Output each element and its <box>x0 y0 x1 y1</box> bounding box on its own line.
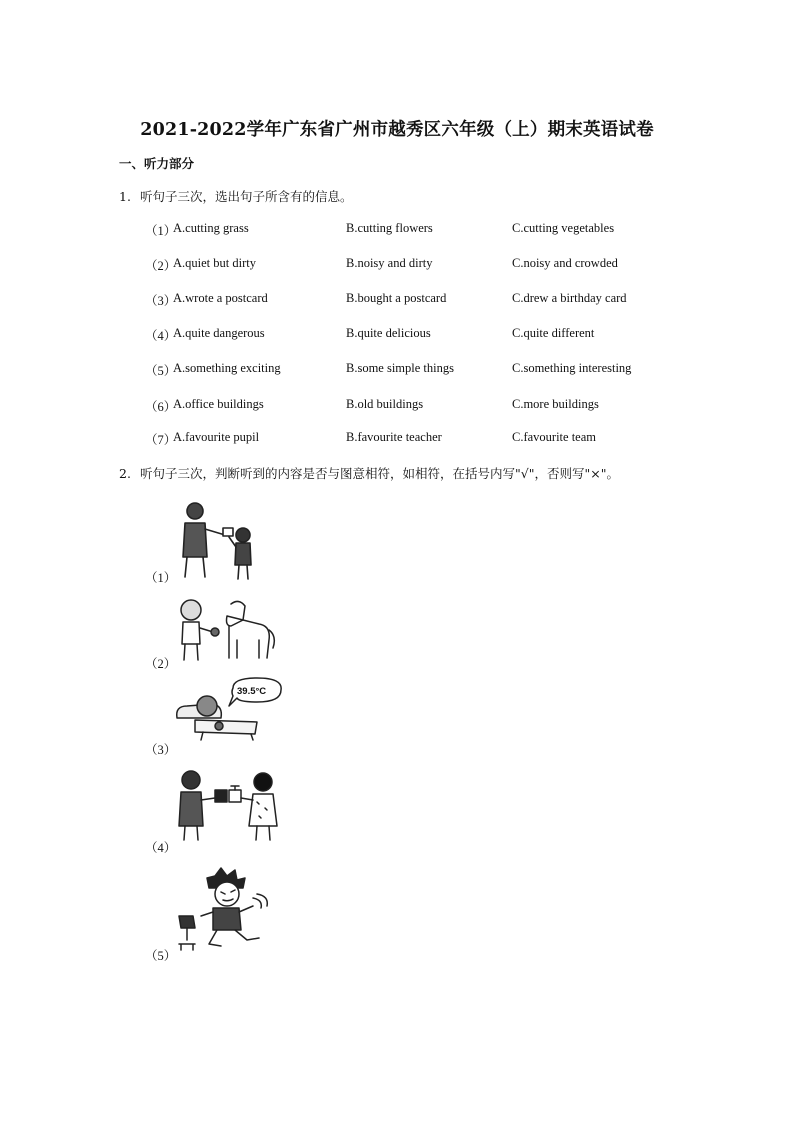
option-c: C.favourite team <box>512 430 596 444</box>
section-heading-listening: 一、听力部分 <box>119 156 195 171</box>
option-c: C.cutting vegetables <box>512 221 615 235</box>
picture-boy-hurt-icon <box>173 866 285 958</box>
question-2-stem <box>119 464 619 482</box>
option-b: B.favourite teacher <box>346 430 442 444</box>
option-row-5 <box>145 361 705 381</box>
item-number: （3） <box>145 743 177 757</box>
option-row-1 <box>145 221 705 241</box>
option-b: B.bought a postcard <box>346 291 447 305</box>
item-number: （4） <box>145 841 177 855</box>
option-row-7 <box>145 430 705 450</box>
option-a: A.quiet but dirty <box>173 256 256 270</box>
option-b: B.noisy and dirty <box>346 256 433 270</box>
option-a: A.office buildings <box>173 397 264 411</box>
item-number: （5） <box>145 364 177 378</box>
picture-gift-exchange-icon <box>173 768 285 844</box>
option-a: A.something exciting <box>173 361 281 375</box>
item-number: （2） <box>145 259 177 273</box>
item-number: （6） <box>145 400 177 414</box>
option-a: A.wrote a postcard <box>173 291 268 305</box>
option-a: A.favourite pupil <box>173 430 260 444</box>
option-row-4 <box>145 326 705 346</box>
picture-sick-child-icon <box>173 676 285 744</box>
fever-temperature-label: 39.5°C <box>237 686 267 697</box>
item-number: （1） <box>145 571 177 585</box>
item-number: （1） <box>145 224 177 238</box>
option-c: C.more buildings <box>512 397 599 411</box>
item-number: （2） <box>145 657 177 671</box>
option-b: B.some simple things <box>346 361 454 375</box>
picture-child-horse-icon <box>173 596 278 668</box>
question-number: 1. <box>119 189 131 204</box>
option-a: A.quite dangerous <box>173 326 265 340</box>
option-row-6 <box>145 397 705 417</box>
option-row-3 <box>145 291 705 311</box>
item-number: （7） <box>145 433 177 447</box>
option-b: B.quite delicious <box>346 326 431 340</box>
item-number: （3） <box>145 294 177 308</box>
question-text: 听句子三次，选出句子所含有的信息。 <box>140 189 353 204</box>
option-row-2 <box>145 256 705 276</box>
question-text: 听句子三次，判断听到的内容是否与图意相符，如相符，在括号内写"√"，否则写"×"。 <box>140 466 619 481</box>
option-c: C.quite different <box>512 326 595 340</box>
item-number: （4） <box>145 329 177 343</box>
option-c: C.something interesting <box>512 361 632 375</box>
option-b: B.old buildings <box>346 397 424 411</box>
option-c: C.noisy and crowded <box>512 256 618 270</box>
option-b: B.cutting flowers <box>346 221 433 235</box>
option-a: A.cutting grass <box>173 221 249 235</box>
question-1-stem <box>119 187 353 205</box>
option-c: C.drew a birthday card <box>512 291 627 305</box>
question-number: 2. <box>119 466 131 481</box>
page-title: 2021-2022学年广东省广州市越秀区六年级（上）期末英语试卷 <box>140 120 654 140</box>
item-number: （5） <box>145 949 177 963</box>
picture-adult-child-icon <box>173 495 268 585</box>
